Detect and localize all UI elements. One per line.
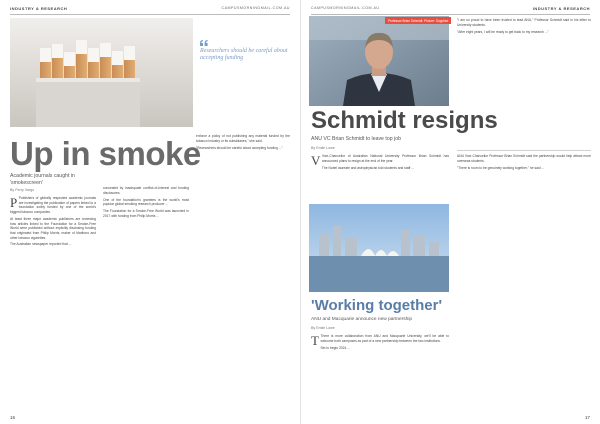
paragraph: "After eight years, I will be ready to get back to my research ..." [457,29,549,34]
header-rule [10,14,290,15]
paragraph: There is more collaboration from ANU and Macquarie University, we'll be able to welcome both campuses as part of a new partnership between the two institutions. [320,334,449,343]
paragraph: At least three major academic publishers are reviewing how articles linked to the Foundation for a Smoke-Free World were published without explicitly disclosing funding that originated from Philip Morris, maker of Marlboro and other tobacco cigarettes. [10,216,96,240]
photo-caption: Professor Brian Schmidt. Picture: Supplied [385,17,451,24]
page-header-right [311,4,590,14]
article-title: Up in smoke [10,135,201,172]
paragraph: ANU Vice-Chancellor Professor Brian Schmidt said the partnership would help attract more overseas students. [457,154,591,163]
cigarettes-image [10,18,193,127]
site-label: CAMPUSMORNINGMAIL.COM.AU [221,6,290,10]
quote-mark-icon [200,40,208,46]
paragraph: "Researchers should be careful about accepting funding ..." [196,145,283,150]
paragraph: The Nobel laureate and astrophysicist told students and staff ... [321,165,415,170]
page-number: 17 [584,415,590,420]
page-number: 16 [10,415,16,420]
pull-quote [200,40,295,63]
drop-cap: T [311,334,319,348]
harbour-photo [309,204,449,292]
article-byline: By Emile Lowe [311,146,335,150]
city-image [309,204,449,292]
article-byline: By Perry Vargo [10,188,35,192]
drop-cap: P [10,196,18,210]
page-header-left [10,4,290,14]
body-column-1 [10,196,96,412]
paragraph: enforce a policy of not publishing any material funded by the tobacco industry or its subsidiaries," she said. [196,134,290,143]
right-page [300,0,600,424]
paragraph: The Foundation for a Smoke-Free World was launched in 2017 with funding from Philip Morris ... [103,209,189,218]
paragraph: "I am so proud to have been trusted to lead ANU," Professor Schmidt said in his letter to University students. [457,18,591,27]
body-column-1 [311,154,449,200]
body-column-3 [457,154,591,404]
pull-quote-text: Researchers should be careful about accepting funding [200,48,288,62]
site-label: CAMPUSMORNINGMAIL.COM.AU [311,6,380,10]
section-label: INDUSTRY & RESEARCH [10,6,68,11]
article-title: Schmidt resigns [311,107,498,134]
cigarettes-photo [10,18,193,127]
body-column-3 [196,134,290,412]
paragraph: One of the foundation's grantees is the world's most popular global smoking research producer ... [103,197,189,207]
portrait-image [309,16,449,106]
body-column-4 [311,334,449,404]
article-standfirst: Academic journals caught in 'smokescreen' [10,173,75,186]
body-column-2 [457,18,591,148]
article-byline: By Emile Lowe [311,326,335,330]
drop-cap: V [311,154,321,168]
section-label: INDUSTRY & RESEARCH [532,6,590,11]
header-rule [311,14,590,15]
paragraph: concealed by inadequate conflict-of-interest and funding disclosures. [103,186,189,195]
paragraph: "There is room to be genuinely working together," he said ... [457,165,545,170]
paragraph: Set to begin 2024 ... [320,345,350,350]
schmidt-photo [309,16,449,106]
body-column-2 [103,186,189,412]
paragraph: Vice-Chancellor of Australian National University Professor Brian Schmidt has announced plans to resign at the end of the year. [321,154,449,163]
paragraph: The Australian newspaper reported that ... [10,242,72,247]
paragraph: Publishers of globally respected academic journals are investigating the publication of papers linked to a foundation solely funded by one of the world's biggest tobacco companies. [10,196,96,215]
article-title: 'Working together' [311,297,443,314]
article-standfirst: ANU and Macquarie announce new partnership [311,317,413,322]
column-divider [457,150,591,151]
article-standfirst: ANU VC Brian Schmidt to leave top job [311,136,401,142]
